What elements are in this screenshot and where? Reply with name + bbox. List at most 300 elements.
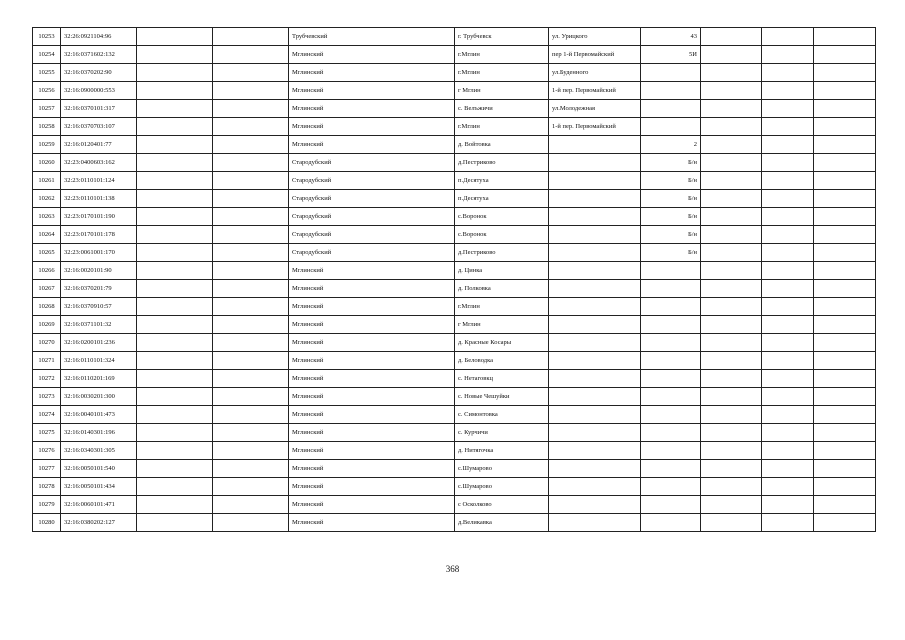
cell-empty <box>213 442 289 460</box>
cell-empty <box>137 100 213 118</box>
table-row <box>33 370 876 388</box>
cell-number: 10261 <box>33 172 61 190</box>
cell-district: Стародубский <box>289 172 455 190</box>
table-row <box>33 118 876 136</box>
cell-number: 10267 <box>33 280 61 298</box>
cell-empty <box>814 100 876 118</box>
cell-locality: д. Цинка <box>455 262 549 280</box>
cell-cadastral-number: 32:16:0120401:77 <box>61 136 137 154</box>
cell-empty <box>701 316 762 334</box>
cell-empty <box>213 316 289 334</box>
cell-empty <box>701 424 762 442</box>
cell-locality: с.Шумарово <box>455 460 549 478</box>
cell-house <box>641 334 701 352</box>
cell-cadastral-number: 32:16:0370201:79 <box>61 280 137 298</box>
cell-number: 10259 <box>33 136 61 154</box>
cell-empty <box>701 478 762 496</box>
cell-locality: д. Красные Косары <box>455 334 549 352</box>
cell-empty <box>762 298 814 316</box>
cell-empty <box>213 406 289 424</box>
cell-empty <box>814 208 876 226</box>
cell-street <box>549 244 641 262</box>
cell-empty <box>762 334 814 352</box>
cell-cadastral-number: 32:16:0371101:32 <box>61 316 137 334</box>
cell-cadastral-number: 32:23:0110101:138 <box>61 190 137 208</box>
cell-locality: г.Мглин <box>455 298 549 316</box>
cell-cadastral-number: 32:23:0170101:178 <box>61 226 137 244</box>
cell-house <box>641 352 701 370</box>
cell-empty <box>213 82 289 100</box>
cell-district: Мглинский <box>289 514 455 532</box>
table-row <box>33 424 876 442</box>
cell-locality: г Мглин <box>455 82 549 100</box>
cell-number: 10256 <box>33 82 61 100</box>
cell-empty <box>701 46 762 64</box>
cell-house: Б/н <box>641 226 701 244</box>
cell-empty <box>213 496 289 514</box>
cell-empty <box>137 514 213 532</box>
table-row <box>33 100 876 118</box>
cell-street <box>549 208 641 226</box>
cell-locality: с. Велъжичи <box>455 100 549 118</box>
cell-empty <box>213 190 289 208</box>
cell-street: ул.Молодежная <box>549 100 641 118</box>
table-row <box>33 352 876 370</box>
cell-empty <box>814 442 876 460</box>
cell-district: Мглинский <box>289 82 455 100</box>
cell-empty <box>814 334 876 352</box>
cell-empty <box>762 100 814 118</box>
cell-district: Стародубский <box>289 154 455 172</box>
cell-cadastral-number: 32:26:0921104:96 <box>61 28 137 46</box>
cell-district: Мглинский <box>289 100 455 118</box>
table-row <box>33 190 876 208</box>
cell-empty <box>701 28 762 46</box>
cell-street: ул. Урицкого <box>549 28 641 46</box>
cell-empty <box>814 46 876 64</box>
cell-empty <box>137 496 213 514</box>
cell-street <box>549 406 641 424</box>
cell-house: Б/н <box>641 154 701 172</box>
cell-empty <box>814 226 876 244</box>
cell-cadastral-number: 32:16:0020101:90 <box>61 262 137 280</box>
cell-empty <box>814 64 876 82</box>
cell-district: Мглинский <box>289 442 455 460</box>
cell-empty <box>814 370 876 388</box>
cell-number: 10277 <box>33 460 61 478</box>
cell-empty <box>213 172 289 190</box>
cell-number: 10263 <box>33 208 61 226</box>
cell-empty <box>137 262 213 280</box>
table-row <box>33 514 876 532</box>
cell-empty <box>701 352 762 370</box>
cell-empty <box>814 244 876 262</box>
cell-locality: п.Десятуха <box>455 172 549 190</box>
cell-house: 2 <box>641 136 701 154</box>
cell-empty <box>701 496 762 514</box>
cell-number: 10276 <box>33 442 61 460</box>
cell-empty <box>701 280 762 298</box>
cell-district: Мглинский <box>289 136 455 154</box>
cell-empty <box>814 298 876 316</box>
cell-street <box>549 496 641 514</box>
cell-cadastral-number: 32:16:0340301:305 <box>61 442 137 460</box>
cell-number: 10269 <box>33 316 61 334</box>
cell-empty <box>814 118 876 136</box>
cell-empty <box>137 442 213 460</box>
cell-number: 10260 <box>33 154 61 172</box>
cell-number: 10280 <box>33 514 61 532</box>
table-row <box>33 172 876 190</box>
cell-empty <box>213 244 289 262</box>
cell-empty <box>814 478 876 496</box>
registry-table <box>32 27 876 532</box>
cell-locality: с. Курчичи <box>455 424 549 442</box>
cell-house <box>641 262 701 280</box>
table-row <box>33 478 876 496</box>
cell-empty <box>137 64 213 82</box>
table-body <box>33 28 876 532</box>
cell-empty <box>213 262 289 280</box>
cell-empty <box>762 496 814 514</box>
cell-empty <box>701 154 762 172</box>
cell-street: ул.Буденного <box>549 64 641 82</box>
cell-cadastral-number: 32:16:0030201:300 <box>61 388 137 406</box>
cell-empty <box>762 514 814 532</box>
cell-street <box>549 298 641 316</box>
cell-house: Б/н <box>641 190 701 208</box>
cell-house <box>641 424 701 442</box>
cell-house <box>641 406 701 424</box>
cell-number: 10265 <box>33 244 61 262</box>
cell-locality: д.Пестриково <box>455 154 549 172</box>
cell-cadastral-number: 32:23:0110101:124 <box>61 172 137 190</box>
cell-street <box>549 190 641 208</box>
cell-empty <box>213 100 289 118</box>
cell-empty <box>762 226 814 244</box>
cell-district: Стародубский <box>289 208 455 226</box>
cell-empty <box>137 424 213 442</box>
cell-cadastral-number: 32:16:0370910:57 <box>61 298 137 316</box>
cell-empty <box>137 82 213 100</box>
cell-locality: г Мглин <box>455 316 549 334</box>
cell-number: 10255 <box>33 64 61 82</box>
table-row <box>33 46 876 64</box>
cell-number: 10270 <box>33 334 61 352</box>
cell-empty <box>762 280 814 298</box>
cell-number: 10264 <box>33 226 61 244</box>
table-row <box>33 244 876 262</box>
cell-empty <box>137 478 213 496</box>
cell-locality: с Осколково <box>455 496 549 514</box>
cell-empty <box>137 298 213 316</box>
cell-empty <box>762 406 814 424</box>
cell-empty <box>762 460 814 478</box>
cell-cadastral-number: 32:16:0371602:132 <box>61 46 137 64</box>
cell-empty <box>137 406 213 424</box>
cell-empty <box>814 262 876 280</box>
cell-empty <box>213 478 289 496</box>
cell-district: Мглинский <box>289 496 455 514</box>
cell-district: Мглинский <box>289 298 455 316</box>
cell-empty <box>762 208 814 226</box>
cell-house <box>641 100 701 118</box>
cell-cadastral-number: 32:23:0400603:162 <box>61 154 137 172</box>
cell-street <box>549 226 641 244</box>
table-row <box>33 226 876 244</box>
cell-empty <box>701 244 762 262</box>
cell-empty <box>814 406 876 424</box>
cell-empty <box>213 424 289 442</box>
cell-empty <box>701 172 762 190</box>
cell-empty <box>762 370 814 388</box>
cell-house <box>641 388 701 406</box>
cell-street <box>549 316 641 334</box>
cell-district: Мглинский <box>289 334 455 352</box>
cell-house: Б/н <box>641 208 701 226</box>
cell-empty <box>137 226 213 244</box>
table-row <box>33 298 876 316</box>
cell-empty <box>701 100 762 118</box>
cell-empty <box>814 496 876 514</box>
cell-empty <box>814 388 876 406</box>
cell-cadastral-number: 32:16:0110101:324 <box>61 352 137 370</box>
cell-locality: д.Пестриково <box>455 244 549 262</box>
cell-empty <box>137 136 213 154</box>
table-row <box>33 208 876 226</box>
cell-cadastral-number: 32:16:0380202:127 <box>61 514 137 532</box>
cell-empty <box>762 262 814 280</box>
cell-street <box>549 478 641 496</box>
cell-empty <box>213 352 289 370</box>
cell-empty <box>762 190 814 208</box>
cell-locality: д.Великавка <box>455 514 549 532</box>
cell-empty <box>213 280 289 298</box>
cell-district: Мглинский <box>289 280 455 298</box>
table-row <box>33 82 876 100</box>
cell-cadastral-number: 32:16:0050101:540 <box>61 460 137 478</box>
cell-locality: г.Мглин <box>455 64 549 82</box>
cell-street <box>549 136 641 154</box>
cell-empty <box>701 190 762 208</box>
cell-empty <box>213 46 289 64</box>
cell-empty <box>762 136 814 154</box>
cell-empty <box>213 28 289 46</box>
cell-empty <box>137 190 213 208</box>
cell-empty <box>213 64 289 82</box>
cell-locality: д. Войтовка <box>455 136 549 154</box>
cell-empty <box>762 46 814 64</box>
cell-empty <box>701 226 762 244</box>
cell-empty <box>814 82 876 100</box>
cell-empty <box>762 28 814 46</box>
cell-street <box>549 442 641 460</box>
cell-house <box>641 442 701 460</box>
table-row <box>33 28 876 46</box>
cell-district: Мглинский <box>289 370 455 388</box>
cell-empty <box>701 388 762 406</box>
cell-empty <box>213 460 289 478</box>
cell-empty <box>762 424 814 442</box>
cell-cadastral-number: 32:16:0900000:553 <box>61 82 137 100</box>
cell-street <box>549 388 641 406</box>
cell-empty <box>701 136 762 154</box>
cell-empty <box>814 424 876 442</box>
cell-number: 10272 <box>33 370 61 388</box>
cell-empty <box>213 136 289 154</box>
cell-district: Мглинский <box>289 64 455 82</box>
cell-empty <box>814 316 876 334</box>
cell-empty <box>213 334 289 352</box>
cell-empty <box>814 514 876 532</box>
cell-empty <box>137 118 213 136</box>
cell-empty <box>814 172 876 190</box>
cell-empty <box>137 280 213 298</box>
cell-house <box>641 298 701 316</box>
cell-house <box>641 460 701 478</box>
table-row <box>33 442 876 460</box>
cell-number: 10262 <box>33 190 61 208</box>
cell-empty <box>701 514 762 532</box>
table-row <box>33 316 876 334</box>
cell-locality: д. Полковка <box>455 280 549 298</box>
cell-empty <box>137 208 213 226</box>
cell-district: Мглинский <box>289 460 455 478</box>
cell-locality: с. Новые Чешуйки <box>455 388 549 406</box>
cell-empty <box>762 352 814 370</box>
cell-locality: д. Нитягочка <box>455 442 549 460</box>
cell-number: 10275 <box>33 424 61 442</box>
cell-empty <box>701 262 762 280</box>
cell-district: Стародубский <box>289 190 455 208</box>
table-row <box>33 154 876 172</box>
cell-district: Мглинский <box>289 478 455 496</box>
cell-house <box>641 82 701 100</box>
cell-street <box>549 154 641 172</box>
cell-number: 10274 <box>33 406 61 424</box>
cell-number: 10279 <box>33 496 61 514</box>
cell-empty <box>762 64 814 82</box>
cell-cadastral-number: 32:16:0200101:236 <box>61 334 137 352</box>
cell-empty <box>137 154 213 172</box>
cell-cadastral-number: 32:16:0140301:196 <box>61 424 137 442</box>
cell-house <box>641 118 701 136</box>
cell-street: 1-й пер. Первомайский <box>549 82 641 100</box>
cell-district: Мглинский <box>289 388 455 406</box>
cell-empty <box>814 154 876 172</box>
page-number: 368 <box>445 564 460 574</box>
cell-district: Мглинский <box>289 118 455 136</box>
cell-district: Мглинский <box>289 406 455 424</box>
cell-empty <box>213 226 289 244</box>
cell-house <box>641 370 701 388</box>
cell-locality: с. Симонтовка <box>455 406 549 424</box>
cell-empty <box>814 190 876 208</box>
table-row <box>33 388 876 406</box>
cell-empty <box>213 370 289 388</box>
cell-number: 10266 <box>33 262 61 280</box>
cell-locality: г. Трубчевск <box>455 28 549 46</box>
cell-number: 10271 <box>33 352 61 370</box>
table-row <box>33 64 876 82</box>
cell-empty <box>701 460 762 478</box>
cell-empty <box>137 316 213 334</box>
cell-cadastral-number: 32:23:0061001:170 <box>61 244 137 262</box>
cell-empty <box>762 154 814 172</box>
cell-empty <box>701 298 762 316</box>
cell-street <box>549 514 641 532</box>
cell-empty <box>213 514 289 532</box>
cell-house <box>641 64 701 82</box>
cell-district: Мглинский <box>289 316 455 334</box>
cell-empty <box>701 406 762 424</box>
cell-cadastral-number: 32:16:0110201:169 <box>61 370 137 388</box>
cell-district: Стародубский <box>289 226 455 244</box>
cell-locality: г.Мглин <box>455 46 549 64</box>
cell-empty <box>762 478 814 496</box>
cell-cadastral-number: 32:16:0040101:473 <box>61 406 137 424</box>
table-row <box>33 496 876 514</box>
cell-empty <box>137 28 213 46</box>
cell-empty <box>137 46 213 64</box>
cell-street <box>549 262 641 280</box>
cell-street <box>549 352 641 370</box>
cell-empty <box>701 208 762 226</box>
cell-number: 10268 <box>33 298 61 316</box>
cell-district: Трубчевский <box>289 28 455 46</box>
cell-cadastral-number: 32:23:0170101:190 <box>61 208 137 226</box>
cell-cadastral-number: 32:16:0370101:317 <box>61 100 137 118</box>
cell-empty <box>814 280 876 298</box>
cell-cadastral-number: 32:16:0050101:434 <box>61 478 137 496</box>
cell-empty <box>213 208 289 226</box>
cell-locality: д. Беловодка <box>455 352 549 370</box>
cell-empty <box>213 388 289 406</box>
table-row <box>33 406 876 424</box>
cell-street <box>549 172 641 190</box>
cell-cadastral-number: 32:16:0370202:90 <box>61 64 137 82</box>
cell-house <box>641 496 701 514</box>
cell-street <box>549 280 641 298</box>
cell-house <box>641 514 701 532</box>
cell-house: Б/н <box>641 244 701 262</box>
cell-house: Б/н <box>641 172 701 190</box>
cell-district: Мглинский <box>289 262 455 280</box>
cell-empty <box>137 334 213 352</box>
cell-number: 10278 <box>33 478 61 496</box>
cell-empty <box>762 316 814 334</box>
cell-empty <box>814 28 876 46</box>
cell-street <box>549 370 641 388</box>
cell-empty <box>701 442 762 460</box>
table-row <box>33 334 876 352</box>
cell-empty <box>701 334 762 352</box>
cell-empty <box>701 82 762 100</box>
cell-cadastral-number: 32:16:0370703:107 <box>61 118 137 136</box>
cell-number: 10254 <box>33 46 61 64</box>
cell-empty <box>213 154 289 172</box>
cell-locality: с. Нетаговкц <box>455 370 549 388</box>
cell-empty <box>814 352 876 370</box>
table-row <box>33 280 876 298</box>
cell-empty <box>137 244 213 262</box>
cell-empty <box>701 118 762 136</box>
cell-empty <box>762 244 814 262</box>
cell-house <box>641 280 701 298</box>
cell-district: Мглинский <box>289 424 455 442</box>
cell-number: 10273 <box>33 388 61 406</box>
cell-locality: п.Десятуха <box>455 190 549 208</box>
